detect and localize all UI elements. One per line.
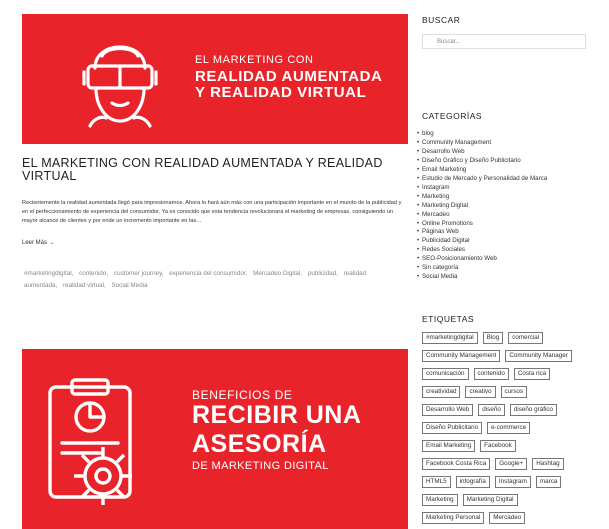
tags-widget-title: ETIQUETAS [422, 314, 475, 324]
tag-link[interactable]: Costa rica [514, 368, 550, 380]
hero-subtitle: BENEFICIOS DE [192, 388, 293, 402]
tag-link[interactable]: Facebook Costa Rica [422, 458, 490, 470]
tag-link[interactable]: HTML5 [422, 476, 451, 488]
post-tag-link[interactable]: experiencia del consumidor, [169, 270, 248, 277]
tag-link[interactable]: Community Management [422, 350, 500, 362]
tag-link[interactable]: Facebook [480, 440, 516, 452]
category-link[interactable]: • Instagram [422, 184, 547, 193]
category-link[interactable]: • Mercadeo [422, 211, 547, 220]
tag-link[interactable]: Marketing [422, 494, 458, 506]
category-link[interactable]: • Sin categoría [422, 264, 547, 273]
tag-link[interactable]: e-commerce [487, 422, 530, 434]
category-link[interactable]: • Social Media [422, 273, 547, 282]
hero-title-line2: Y REALIDAD VIRTUAL [195, 84, 367, 101]
category-link[interactable]: • Marketing [422, 193, 547, 202]
read-more-link[interactable]: Leer Más → [22, 240, 55, 246]
tag-link[interactable]: diseño [478, 404, 505, 416]
tag-link[interactable]: Mercadeo [489, 512, 525, 524]
hero-title-line1: RECIBIR UNA [192, 401, 362, 429]
tag-link[interactable]: cursos [501, 386, 528, 398]
tag-link[interactable]: marca [536, 476, 562, 488]
categories-list [422, 130, 547, 282]
category-link[interactable]: • Online Promotions [422, 220, 547, 229]
tag-link[interactable]: comunicación [422, 368, 469, 380]
hero-title-line2: ASESORÍA [192, 430, 327, 458]
tag-link[interactable]: Blog [483, 332, 504, 344]
post-excerpt: Recientemente la realidad aumentada llegó para impresionarnos. Ahora lo hará aún más con una participación importante en el mundo de la publicidad y en el perfeccionamiento de experiencia del consumidor. Ya es conocido que esta tendencia revolucionará el marketing de empresas, consiguiendo un mayor alcance de clientes y por ende un incremento importante en las… [22, 200, 402, 225]
category-link[interactable]: • Diseño Gráfico y Diseño Publicitario [422, 157, 547, 166]
category-link[interactable]: • Publicidad Digital [422, 237, 547, 246]
category-link[interactable]: • SEO-Posicionamiento Web [422, 255, 547, 264]
post-title-link[interactable]: EL MARKETING CON REALIDAD AUMENTADA Y REALIDAD VIRTUAL [22, 156, 383, 183]
tag-link[interactable]: #marketingdigital [422, 332, 478, 344]
tag-link[interactable]: Email Marketing [422, 440, 475, 452]
search-input[interactable]: Buscar... [422, 34, 586, 49]
tag-link[interactable]: Community Manager [505, 350, 571, 362]
post-tag-link[interactable]: Mercadeo Digital, [253, 270, 303, 277]
tag-link[interactable]: Hashtag [532, 458, 563, 470]
gear-icon [68, 441, 138, 511]
post-tag-link[interactable]: #marketingdigital, [24, 270, 74, 277]
tag-cloud [422, 332, 602, 529]
tag-link[interactable]: Desarrollo Web [422, 404, 473, 416]
post-tag-link[interactable]: Social Media [111, 281, 148, 289]
tag-link[interactable]: comercial [508, 332, 543, 344]
post-hero-image-asesoria[interactable] [22, 349, 408, 529]
category-link[interactable]: • Redes Sociales [422, 246, 547, 255]
tag-link[interactable]: Diseño Publicitario [422, 422, 482, 434]
hero-caption: DE MARKETING DIGITAL [192, 460, 329, 472]
tag-link[interactable]: Google+ [495, 458, 527, 470]
post-tag-link[interactable]: contenido, [79, 270, 109, 277]
post-tag-link[interactable]: publicidad, [307, 270, 338, 277]
vr-headset-icon [80, 26, 160, 131]
category-link[interactable]: • Community Management [422, 139, 547, 148]
post-tags [24, 268, 404, 291]
hero-subtitle: EL MARKETING CON [195, 54, 314, 66]
category-link[interactable]: • Email Marketing [422, 166, 547, 175]
tag-link[interactable]: diseño gráfico [510, 404, 557, 416]
tag-link[interactable]: creatividad [422, 386, 460, 398]
tag-link[interactable]: Marketing Personal [422, 512, 484, 524]
tag-link[interactable]: creativo [465, 386, 495, 398]
category-link[interactable]: • Marketing Digital [422, 202, 547, 211]
category-link[interactable]: • blog [422, 130, 547, 139]
hero-title-line1: REALIDAD AUMENTADA [195, 68, 383, 85]
category-link[interactable]: • Estudio de Mercado y Personalidad de Marca [422, 175, 547, 184]
categories-widget-title: CATEGORÍAS [422, 111, 483, 121]
tag-link[interactable]: infografía [456, 476, 490, 488]
tag-link[interactable]: Marketing Digital [463, 494, 518, 506]
post-tag-link[interactable]: realidad virtual, [63, 281, 106, 289]
post-hero-image-vr[interactable] [22, 14, 408, 144]
search-widget-title: BUSCAR [422, 15, 461, 25]
tag-link[interactable]: contenido [474, 368, 509, 380]
post-tag-link[interactable]: realidad aumentada, [24, 270, 367, 289]
hero-title [192, 401, 361, 459]
post-tag-link[interactable]: customer journey, [113, 270, 164, 277]
category-link[interactable]: • Desarrollo Web [422, 148, 547, 157]
hero-title [195, 69, 382, 101]
tag-link[interactable]: Instagram [495, 476, 531, 488]
category-link[interactable]: • Páginas Web [422, 228, 547, 237]
